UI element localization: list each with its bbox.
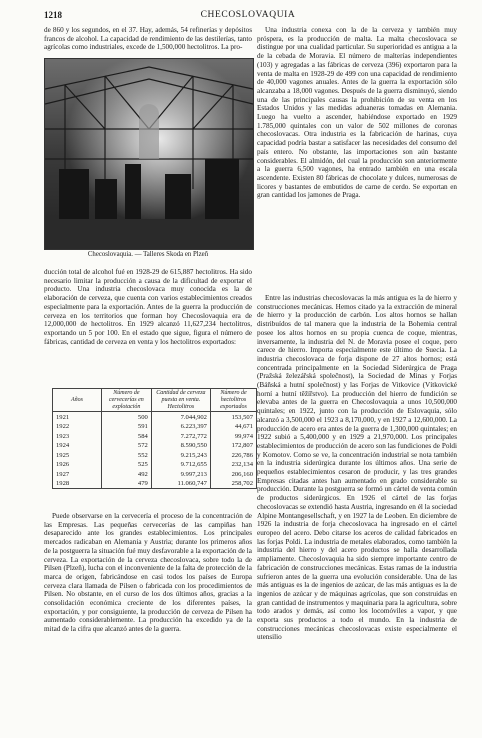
value-cell: 44,671 <box>210 422 256 432</box>
value-cell: 206,160 <box>210 469 256 479</box>
value-cell: 226,786 <box>210 450 256 460</box>
value-cell: 99,974 <box>210 431 256 441</box>
value-cell: 153,507 <box>210 412 256 422</box>
paragraph: Entre las industrias checoslovacas la más antigua es la de hierro y construcciones mecánicas. Hemos citado ya la extracción de mineral de hierro y la producción de carbón. Los altos hornos se hallan distribuídos de tal manera que la industria de la Bohemia central posee los altos hornos en su propia cuenca de coque, mientras, inversamente, la industria del N. de Moravia posee el coque, pero carece de hierro. Importa especialmente este último de Suecia. La industria checoslovaca de forja dispone de 27 altos hornos; está concentrada principalmente en la Sociedad Siderúrgica de Praga (Pražská železářská společnost), la Sociedad de Minas y Forjas (Báňská a hutní společnost) y las Forjas de Vitkovice (Vítkovické horní a hutní těžířstvo). La producción del hierro de fundición se elevaba antes de la guerra en Checoslovaquia a unos 10,500,000 quintales; en 1922, junto con la producción de Eslovaquia, sólo alcanzó a 3,500,000 el 1923 a 8,170,000, y en 1927 a 12,600,000. La producción de acero era antes de la guerra de 1,300,000 quintales; en 1922 subió a 5,400,000 y en 1929 a 21,970,000. Los principales establecimientos de producción de acero son las fundiciones de Poldi y Komotov. Como se ve, la concentración industrial se nota también en la industria siderúrgica durante los últimos años. Una serie de pequeños establecimientos cesaron de producir, y las tres grandes Empresas citadas antes han aumentado en grado considerable su producción. Durante la postguerra se formó un cártel de venta común de productos siderúrgicos. En 1926 el cártel de las forjas checoslovacas se extendió hasta Austria, ingresando en él la sociedad Alpine Montangesellschaft, y en 1927 la de Leoben. En diciembre de 1926 la industria de forja checoslovaca ha ingresado en el cártel europeo del acero. Debo citarse los aceros de calidad fabricados en las forjas Poldi. La industria de metales elaborados, como también la industria del hierro y del acero productos se halla desarrollada ampliamente. Checoslovaquia ha sido siempre importante centro de fabricación de construcciones mecánicas. Estas ramas de la industria sufrieron antes de la guerra una evolución considerable. Una de las más antiguas es la de ingenios de azúcar, de las más antiguas es la de ingenios de azúcar y de máquinas agrícolas, que son construidas en gran cantidad de instrumentos y maquinaria para la agricultura, sobre todo arados y demás, así como los locomóviles a vapor, y que exporta sus productos a todo el mundo. En la industria de construcciones mecánicas checoslovacas existe especialmente el utensilio <box>257 294 457 642</box>
value-cell: 232,134 <box>210 460 256 470</box>
left-column-middle <box>44 268 252 346</box>
column-header: Número de hectolitros exportados <box>210 389 256 412</box>
right-column-top <box>257 26 457 200</box>
table-row <box>53 431 257 441</box>
value-cell: 9.712,655 <box>151 460 210 470</box>
year-cell: 1927 <box>53 469 102 479</box>
left-column-bottom <box>44 512 252 634</box>
paragraph: ducción total de alcohol fué en 1928-29 de 615,887 hectolitros. Ha sido necesario limitar la producción a causa de la dificultad de exportar el producto. Una industria checoslovaca muy conocida es la de elaboración de cerveza, que cuenta con varios establecimientos creados especialmente para la exportación. Antes de la guerra la producción de cerveza en los territorios que forman hoy Checoslovaquia era de 12,000,000 de hectolitros. En 1929 alcanzó 11,627,234 hectolitros, exportando un 5 por 100. En el estado que sigue, figura el número de fábricas, cantidad de cerveza en venta y los hectolitros exportados: <box>44 268 252 346</box>
table-header-row <box>53 389 257 412</box>
year-cell: 1923 <box>53 431 102 441</box>
left-column-top <box>44 26 252 52</box>
value-cell: 492 <box>102 469 152 479</box>
value-cell: 7.272,772 <box>151 431 210 441</box>
value-cell: 7.044,902 <box>151 412 210 422</box>
value-cell: 11.060,747 <box>151 479 210 489</box>
figure-caption: Checoslovaquia. — Talleres Skoda en Plzeň <box>87 251 209 258</box>
value-cell: 479 <box>102 479 152 489</box>
column-header: Años <box>53 389 102 412</box>
paragraph: Puede observarse en la cervecería el proceso de la concentración de las Empresas. Las pequeñas cervecerías de las campiñas han desaparecido ante los grandes establecimientos. Los principales mercados radicaban en Alemania y Austria; durante los primeros años de la postguerra la situación fué muy desfavorable a la exportación de la cerveza. La exportación de la cerveza checoslovaca, sobre todo la de Pilsen (Plzeň), lucha con el inconveniente de la falta de protección de la marca de origen, fabricándose en casi todos los países de Europa cerveza clara llamada de Pilsen o fabricada con los procedimientos de Pilsen. No obstante, en el curso de los dos últimos años, gracias a la consolidación económica creciente de los diferentes países, la exportación, y por consiguiente, la producción de cerveza de Pilsen ha aumentado considerablemente. La producción ha excedido ya de la mitad de la cifra que alcanzó antes de la guerra. <box>44 512 252 634</box>
table-row <box>53 441 257 451</box>
value-cell: 552 <box>102 450 152 460</box>
value-cell: 258,702 <box>210 479 256 489</box>
page-number: 1218 <box>44 10 62 20</box>
year-cell: 1926 <box>53 460 102 470</box>
right-column-bottom <box>257 294 457 642</box>
running-title: CHECOSLOVAQUIA <box>200 10 296 20</box>
value-cell: 500 <box>102 412 152 422</box>
factory-hall-illustration <box>45 59 253 249</box>
factory-photo <box>44 58 254 250</box>
column-header: Cantidad de cerveza puesta en venta. Hectolitros <box>151 389 210 412</box>
value-cell: 591 <box>102 422 152 432</box>
value-cell: 172,807 <box>210 441 256 451</box>
year-cell: 1922 <box>53 422 102 432</box>
table-row <box>53 412 257 422</box>
paragraph: Una industria conexa con la de la cerveza y también muy próspera, es la producción de malta. La malta checoslovaca se distingue por una cualidad particular. Su superioridad es antigua a la de la cebada de Moravia. El número de malterías independientes (103) y agregadas a las fábricas de cerveza (396) exportaron para la venta de malta en 1928-29 de 499 con una capacidad de rendimiento de 40,000 vagones anuales. Antes de la guerra la exportación sólo alcanzaba a 18,000 vagones. Después de la guerra disminuyó, siendo una de las principales causas la prohibición de su venta en los Estados Unidos y las medidas aduaneras tomadas en Alemania. Luego ha vuelto a ascender, habiéndose exportado en 1929 1.785,000 quintales con un valor de 502 millones de coronas checoslovacas. Otra industria es la fabricación de harinas, cuya capacidad podría bastar a satisfacer las necesidades del consumo del país entero. No obstante, las importaciones son aún bastante considerables. El almidón, del cual la producción son anteriormente a la guerra 6,500 vagones, ha entrado también en una escala ascendente. Existen 80 fábricas de chocolate y dulces, numerosas de licores y bastantes de embutidos de carne de cerdo. Se exportan en gran cantidad los jamones de Praga. <box>257 26 457 200</box>
year-cell: 1925 <box>53 450 102 460</box>
page-header <box>44 10 452 24</box>
value-cell: 8.590,550 <box>151 441 210 451</box>
value-cell: 9.997,213 <box>151 469 210 479</box>
value-cell: 525 <box>102 460 152 470</box>
year-cell: 1921 <box>53 412 102 422</box>
table-row <box>53 450 257 460</box>
table-row <box>53 460 257 470</box>
beer-production-table <box>52 388 257 489</box>
value-cell: 6.223,397 <box>151 422 210 432</box>
value-cell: 584 <box>102 431 152 441</box>
column-header: Número de cervecerías en explotación <box>102 389 152 412</box>
year-cell: 1928 <box>53 479 102 489</box>
value-cell: 9.215,243 <box>151 450 210 460</box>
paragraph: de 860 y los segundos, en el 37. Hay, además, 54 refinerías y depósitos francos de alcohol. La capacidad de rendimiento de las destilerías, tanto agrícolas como industriales, excede de 1,500,000 hectolitros. La pro- <box>44 26 252 52</box>
table-row <box>53 479 257 489</box>
value-cell: 572 <box>102 441 152 451</box>
table-row <box>53 469 257 479</box>
table-row <box>53 422 257 432</box>
year-cell: 1924 <box>53 441 102 451</box>
